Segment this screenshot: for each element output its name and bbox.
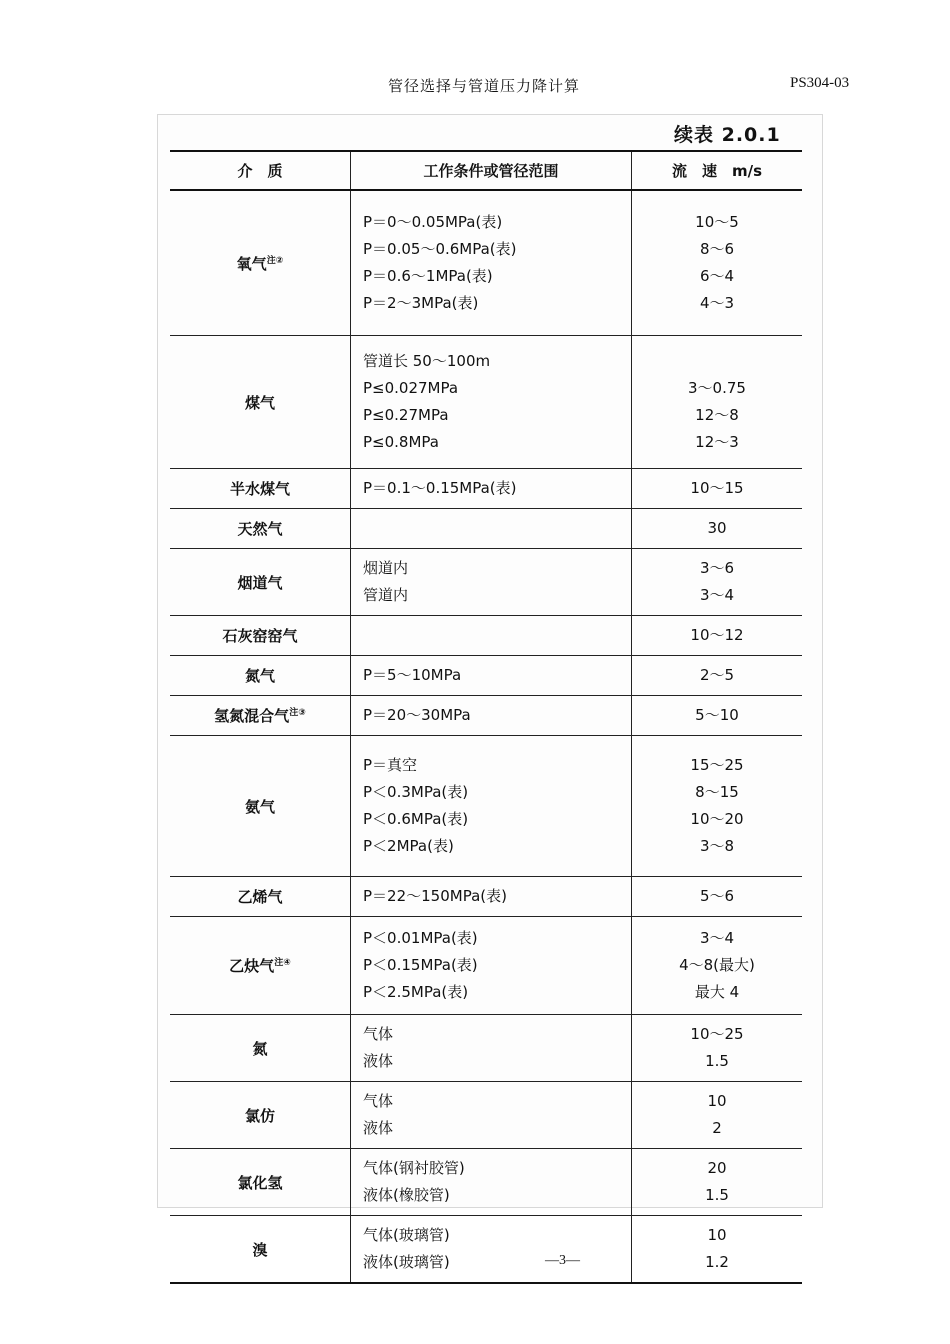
condition-cell: [351, 336, 632, 469]
medium-name: 乙烯气: [237, 888, 283, 906]
condition-line: 液体: [363, 1119, 394, 1137]
running-header-title: 管径选择与管道压力降计算: [388, 77, 581, 95]
table-row: [170, 917, 802, 1015]
velocity-value: 5～6: [699, 887, 735, 905]
column-header-velocity: 流 速 m/s: [632, 151, 803, 190]
condition-line: 气体: [363, 1092, 394, 1110]
velocity-value: 4～3: [699, 294, 735, 312]
condition-line: P＜0.01MPa(表): [363, 929, 478, 947]
condition-line: 烟道内: [363, 559, 409, 577]
velocity-cell: [632, 656, 803, 696]
medium-name: 煤气: [244, 393, 275, 412]
velocity-value: 10～15: [690, 479, 744, 497]
condition-line: [363, 515, 631, 542]
velocity-cell: [632, 1149, 803, 1216]
condition-line: P≤0.27MPa: [363, 406, 449, 424]
medium-name: 氯化氢: [237, 1173, 283, 1192]
table-row: [170, 877, 802, 917]
velocity-value: 10: [707, 1092, 727, 1110]
velocity-value: 3～8: [699, 837, 735, 855]
condition-line: P＝2～3MPa(表): [363, 294, 479, 312]
velocity-value: 3～0.75: [688, 379, 746, 397]
velocity-value: 5～10: [695, 706, 739, 724]
velocity-value: 30: [707, 519, 727, 537]
medium-cell: [170, 1216, 351, 1284]
table-row: [170, 616, 802, 656]
medium-cell: [170, 1015, 351, 1082]
velocity-value: 3～4: [699, 929, 735, 947]
medium-cell: [170, 696, 351, 736]
medium-cell: [170, 656, 351, 696]
medium-cell: [170, 190, 351, 336]
velocity-value: 最大 4: [694, 983, 740, 1001]
condition-line: 气体: [363, 1025, 394, 1043]
table-row: [170, 336, 802, 469]
condition-cell: [351, 1216, 632, 1284]
condition-line: P＝真空: [363, 756, 418, 774]
velocity-value: 1.5: [705, 1052, 729, 1070]
velocity-value: 2: [712, 1119, 722, 1137]
table-body: [170, 190, 802, 1283]
condition-cell: [351, 736, 632, 877]
condition-cell: [351, 656, 632, 696]
condition-line: 液体(玻璃管): [363, 1253, 450, 1271]
velocity-value: [632, 348, 802, 375]
medium-name: 氮: [252, 1039, 268, 1058]
velocity-value: 1.5: [705, 1186, 729, 1204]
table-row: [170, 656, 802, 696]
medium-cell: [170, 336, 351, 469]
footnote-marker: 注③: [289, 708, 306, 718]
medium-cell: [170, 1149, 351, 1216]
condition-line: P≤0.8MPa: [363, 433, 439, 451]
velocity-cell: [632, 190, 803, 336]
condition-line: P＜2.5MPa(表): [363, 983, 469, 1001]
table-row: [170, 696, 802, 736]
velocity-value: 10: [707, 1226, 727, 1244]
condition-line: P≤0.027MPa: [363, 379, 459, 397]
velocity-cell: [632, 696, 803, 736]
condition-line: 液体(橡胶管): [363, 1186, 450, 1204]
medium-name: 半水煤气: [229, 480, 290, 498]
table-row: [170, 1149, 802, 1216]
condition-line: 管道长 50～100m: [363, 352, 491, 370]
medium-cell: [170, 917, 351, 1015]
medium-cell: [170, 509, 351, 549]
condition-line: P＝0～0.05MPa(表): [363, 213, 503, 231]
velocity-value: 4～8(最大): [679, 956, 755, 974]
condition-line: P＜0.6MPa(表): [363, 810, 469, 828]
velocity-cell: [632, 1216, 803, 1284]
condition-line: [363, 622, 631, 649]
velocity-value: 8～6: [699, 240, 735, 258]
medium-cell: [170, 549, 351, 616]
velocity-value: 12～3: [695, 433, 739, 451]
condition-cell: [351, 1082, 632, 1149]
table-row: [170, 1082, 802, 1149]
condition-line: P＝22～150MPa(表): [363, 887, 507, 905]
velocity-cell: [632, 917, 803, 1015]
velocity-value: 8～15: [695, 783, 739, 801]
medium-cell: [170, 616, 351, 656]
velocity-value: 10～20: [690, 810, 744, 828]
velocity-value: 3～4: [699, 586, 735, 604]
velocity-value: 2～5: [699, 666, 735, 684]
velocity-cell: [632, 1015, 803, 1082]
table-row: [170, 190, 802, 336]
velocity-value: 10～5: [695, 213, 739, 231]
medium-name: 溴: [252, 1240, 268, 1259]
velocity-cell: [632, 549, 803, 616]
condition-line: 管道内: [363, 586, 409, 604]
column-header-medium: 介 质: [170, 151, 351, 190]
velocity-value: 10～12: [690, 626, 744, 644]
velocity-value: 10～25: [690, 1025, 744, 1043]
medium-cell: [170, 1082, 351, 1149]
condition-line: P＝5～10MPa: [363, 666, 462, 684]
table-row: [170, 509, 802, 549]
condition-cell: [351, 917, 632, 1015]
condition-cell: [351, 549, 632, 616]
condition-cell: [351, 696, 632, 736]
condition-line: P＝20～30MPa: [363, 706, 471, 724]
document-code: PS304-03: [790, 75, 850, 91]
velocity-cell: [632, 469, 803, 509]
condition-line: P＝0.1～0.15MPa(表): [363, 479, 517, 497]
condition-cell: [351, 509, 632, 549]
condition-line: P＝0.6～1MPa(表): [363, 267, 493, 285]
table-row: [170, 549, 802, 616]
medium-name: 氧气: [236, 254, 267, 273]
page-number: —3—: [545, 1253, 580, 1268]
medium-name: 烟道气: [237, 573, 283, 592]
condition-cell: [351, 1149, 632, 1216]
table-row: [170, 736, 802, 877]
table-row: [170, 1216, 802, 1284]
footnote-marker: 注②: [266, 255, 284, 266]
medium-cell: [170, 736, 351, 877]
condition-cell: [351, 190, 632, 336]
velocity-cell: [632, 877, 803, 917]
condition-line: P＜0.15MPa(表): [363, 956, 478, 974]
velocity-value: 3～6: [699, 559, 735, 577]
table-header-row: [170, 151, 802, 190]
medium-cell: [170, 877, 351, 917]
condition-line: P＜0.3MPa(表): [363, 783, 469, 801]
condition-line: 液体: [363, 1052, 394, 1070]
velocity-value: 6～4: [699, 267, 735, 285]
velocity-value: 12～8: [695, 406, 739, 424]
condition-line: P＜2MPa(表): [363, 837, 454, 855]
medium-cell: [170, 469, 351, 509]
medium-name: 氮气: [244, 667, 275, 685]
medium-name: 乙炔气: [229, 957, 275, 975]
medium-name: 氯仿: [244, 1106, 275, 1125]
medium-name: 天然气: [237, 520, 283, 538]
condition-cell: [351, 616, 632, 656]
velocity-value: 1.2: [705, 1253, 729, 1271]
velocity-value: 15～25: [690, 756, 744, 774]
velocity-cell: [632, 736, 803, 877]
table-row: [170, 1015, 802, 1082]
velocity-cell: [632, 1082, 803, 1149]
velocity-cell: [632, 336, 803, 469]
velocity-cell: [632, 616, 803, 656]
condition-cell: [351, 877, 632, 917]
medium-name: 氨气: [244, 797, 275, 816]
medium-name: 氢氮混合气: [214, 707, 290, 725]
footnote-marker: 注④: [274, 958, 291, 968]
table-row: [170, 469, 802, 509]
column-header-conditions: 工作条件或管径范围: [351, 151, 632, 190]
condition-line: 气体(钢衬胶管): [363, 1159, 465, 1177]
velocity-cell: [632, 509, 803, 549]
medium-name: 石灰窑窑气: [222, 627, 298, 645]
velocity-value: 20: [707, 1159, 727, 1177]
condition-cell: [351, 1015, 632, 1082]
condition-cell: [351, 469, 632, 509]
condition-line: P＝0.05～0.6MPa(表): [363, 240, 517, 258]
table-caption: 续表 2.0.1: [674, 124, 781, 146]
condition-line: 气体(玻璃管): [363, 1226, 450, 1244]
flow-velocity-table: [170, 150, 802, 1284]
